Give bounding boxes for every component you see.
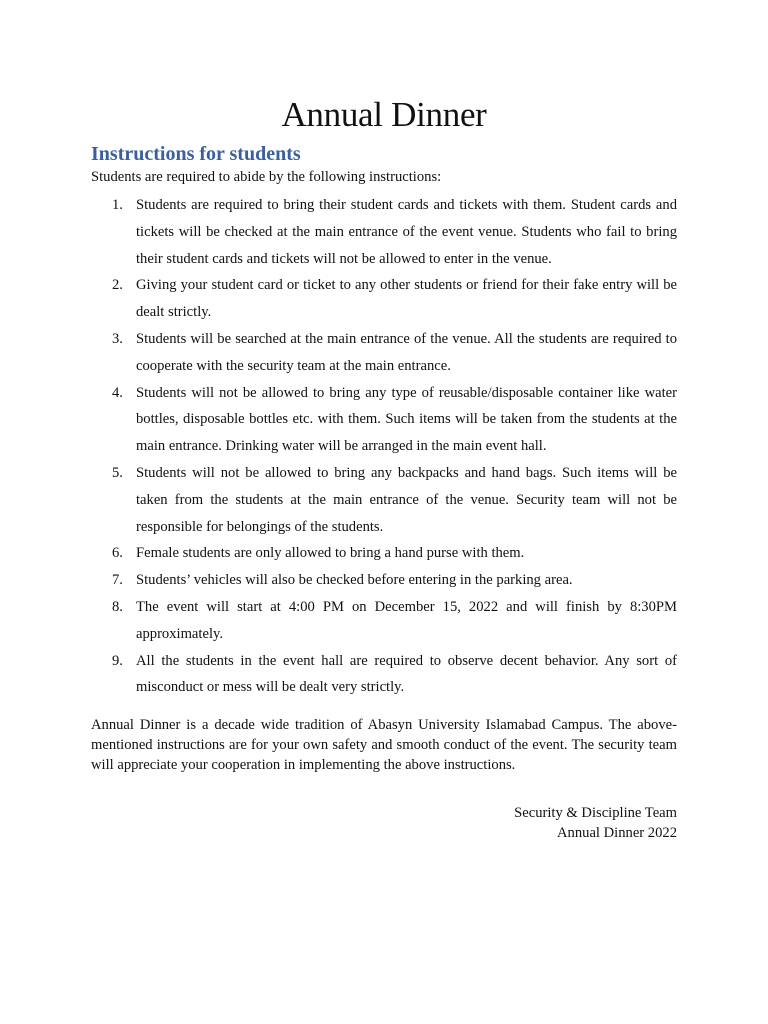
list-item-text: All the students in the event hall are required to observe decent behavior. Any sort of misconduct or mess will be dealt very strictly. [136,652,677,696]
list-item [91,567,677,594]
list-item-text: Students are required to bring their student cards and tickets with them. Student cards and tickets will be checked at the main entrance of the event venue. Students who fail to bring their student cards and tickets will not be allowed to enter in the venue. [136,197,677,267]
list-item [91,460,677,540]
list-item-number: 1. [112,197,123,213]
list-item-text: Students will not be allowed to bring any backpacks and hand bags. Such items will be taken from the students at the main entrance of the venue. Security team will not be responsible for belongings of the students. [136,464,677,535]
list-item-number: 9. [112,652,123,669]
closing-paragraph: Annual Dinner is a decade wide tradition of Abasyn University Islamabad Campus. The above-mentioned instructions are for your own safety and smooth conduct of the event. The security team will appreciate your cooperation in implementing the above instructions. [91,717,677,774]
list-item-text: Students will not be allowed to bring any type of reusable/disposable container like water bottles, disposable bottles etc. with them. Such items will be taken from the students at the main entrance. Drinking water will be arranged in the main event hall. [136,384,677,455]
list-item [91,540,677,567]
list-item-text: Students’ vehicles will also be checked before entering in the parking area. [136,572,573,589]
document-title: Annual Dinner [281,95,487,134]
list-item-number: 2. [112,277,123,294]
list-item-text: Female students are only allowed to bring a hand purse with them. [136,545,525,562]
section-heading: Instructions for students [91,143,301,165]
intro-text: Students are required to abide by the following instructions: [91,169,442,185]
list-item-number: 3. [112,330,123,347]
list-item-number: 4. [112,384,123,401]
list-item [91,648,677,702]
list-item-number: 7. [112,572,123,589]
list-item-number: 8. [112,598,123,615]
list-item-number: 5. [112,464,123,481]
signature-block [91,803,677,843]
signature-event: Annual Dinner 2022 [557,825,677,842]
instruction-list [91,192,677,701]
list-item [91,594,677,648]
list-item [91,192,677,272]
signature-team: Security & Discipline Team [514,805,677,822]
list-item [91,326,677,380]
list-item-text: Giving your student card or ticket to any other students or friend for their fake entry will be dealt strictly. [136,277,677,321]
list-item-text: The event will start at 4:00 PM on December 15, 2022 and will finish by 8:30PM approximately. [136,598,677,642]
list-item [91,380,677,460]
list-item-number: 6. [112,545,123,562]
list-item [91,272,677,326]
list-item-text: Students will be searched at the main entrance of the venue. All the students are required to cooperate with the security team at the main entrance. [136,330,677,374]
